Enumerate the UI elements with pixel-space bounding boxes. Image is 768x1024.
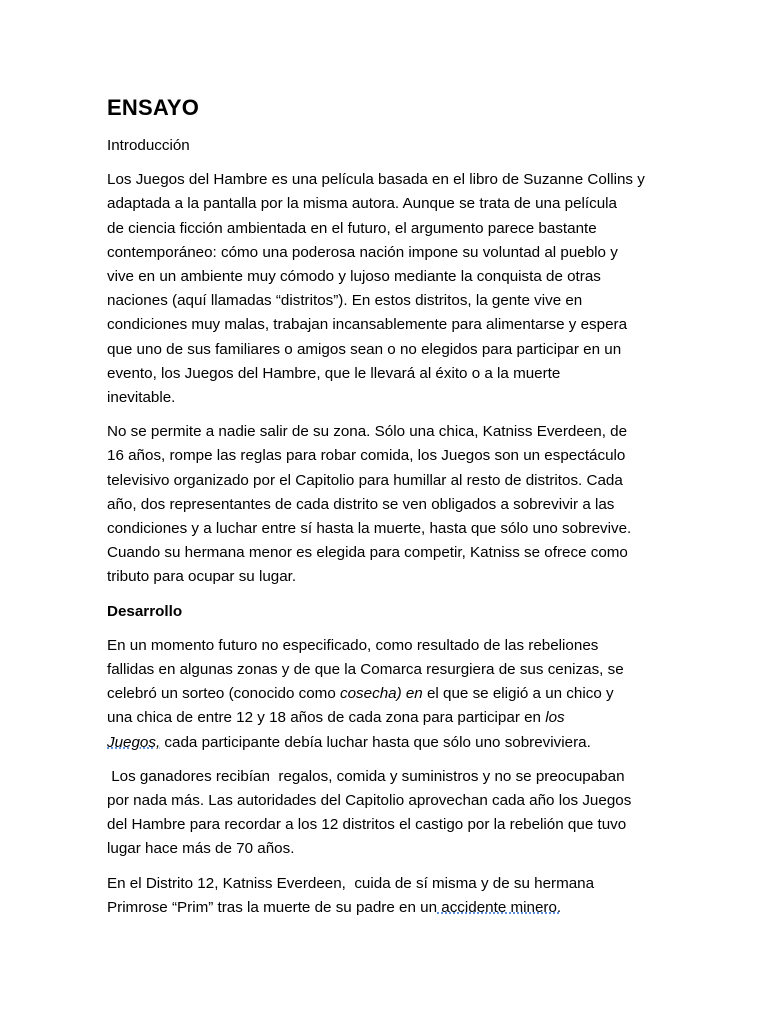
text-line: contemporáneo: cómo una poderosa nación impone su voluntad al pueblo y (107, 243, 618, 261)
text-line: del Hambre para recordar a los 12 distritos el castigo por la rebelión que tuvo (107, 816, 627, 834)
text-line: evento, los Juegos del Hambre, que le llevará al éxito o a la muerte (107, 364, 561, 382)
text-line: condiciones y a luchar entre sí hasta la muerte, hasta que sólo uno sobrevive. (107, 520, 632, 538)
intro-paragraph-2 (107, 420, 667, 589)
intro-heading: Introducción (107, 137, 190, 154)
text-line: Los Juegos del Hambre es una película basada en el libro de Suzanne Collins y (107, 171, 645, 189)
text-segment: una chica de entre 12 y 18 años de cada zona para participar en (107, 709, 546, 727)
italic-text: cosecha) en (340, 685, 423, 703)
text-segment: el que se eligió a un chico y (422, 685, 614, 703)
text-line: adaptada a la pantalla por la misma autora. Aunque se trata de una película (107, 195, 617, 213)
text-line: televisivo organizado por el Capitolio para humillar al resto de distritos. Cada (107, 471, 623, 489)
text-segment: Primrose “Prim” tras la muerte de su padre en un (107, 898, 438, 916)
text-line: vive en un ambiente muy cómodo y lujoso mediante la conquista de otras (107, 268, 601, 286)
document-title: ENSAYO (107, 95, 200, 120)
text-line: condiciones muy malas, trabajan incansablemente para alimentarse y espera (107, 316, 628, 334)
text-line: En el Distrito 12, Katniss Everdeen, cuida de sí misma y de su hermana (107, 874, 595, 892)
text-line: Cuando su hermana menor es elegida para competir, Katniss se ofrece como (107, 544, 628, 562)
text-segment: celebró un sorteo (conocido como (107, 685, 341, 703)
italic-text: los (545, 709, 565, 727)
text-line: de ciencia ficción ambientada en el futuro, el argumento parece bastante (107, 219, 597, 237)
text-line: lugar hace más de 70 años. (107, 840, 295, 858)
development-paragraph-1 (107, 634, 667, 755)
text-line: fallidas en algunas zonas y de que la Comarca resurgiera de sus cenizas, se (107, 661, 624, 679)
text-line: naciones (aquí llamadas “distritos”). En estos distritos, la gente vive en (107, 292, 583, 310)
text-line: tributo para ocupar su lugar. (107, 568, 297, 586)
text-line: por nada más. Las autoridades del Capitolio aprovechan cada año los Juegos (107, 792, 632, 810)
development-paragraph-2 (107, 765, 667, 862)
development-heading: Desarrollo (107, 602, 183, 620)
text-line (107, 682, 667, 706)
text-segment: cada participante debía luchar hasta que sólo uno sobreviviera. (160, 733, 591, 751)
intro-paragraph-1 (107, 168, 667, 410)
text-line (107, 731, 667, 755)
development-paragraph-3 (107, 872, 667, 920)
text-line: inevitable. (107, 389, 176, 407)
italic-text: Juegos, (107, 733, 161, 751)
document-page (107, 94, 667, 930)
text-line: 16 años, rompe las reglas para robar comida, los Juegos son un espectáculo (107, 447, 626, 465)
text-line: que uno de sus familiares o amigos sean o no elegidos para participar en un (107, 340, 622, 358)
text-line: año, dos representantes de cada distrito se ven obligados a sobrevivir a las (107, 495, 615, 513)
text-line: Los ganadores recibían regalos, comida y suministros y no se preocupaban (107, 767, 625, 785)
text-line (107, 706, 667, 730)
text-line (107, 896, 667, 920)
text-segment: accidente minero. (437, 898, 562, 916)
text-line: En un momento futuro no especificado, como resultado de las rebeliones (107, 636, 599, 654)
text-line: No se permite a nadie salir de su zona. Sólo una chica, Katniss Everdeen, de (107, 423, 628, 441)
